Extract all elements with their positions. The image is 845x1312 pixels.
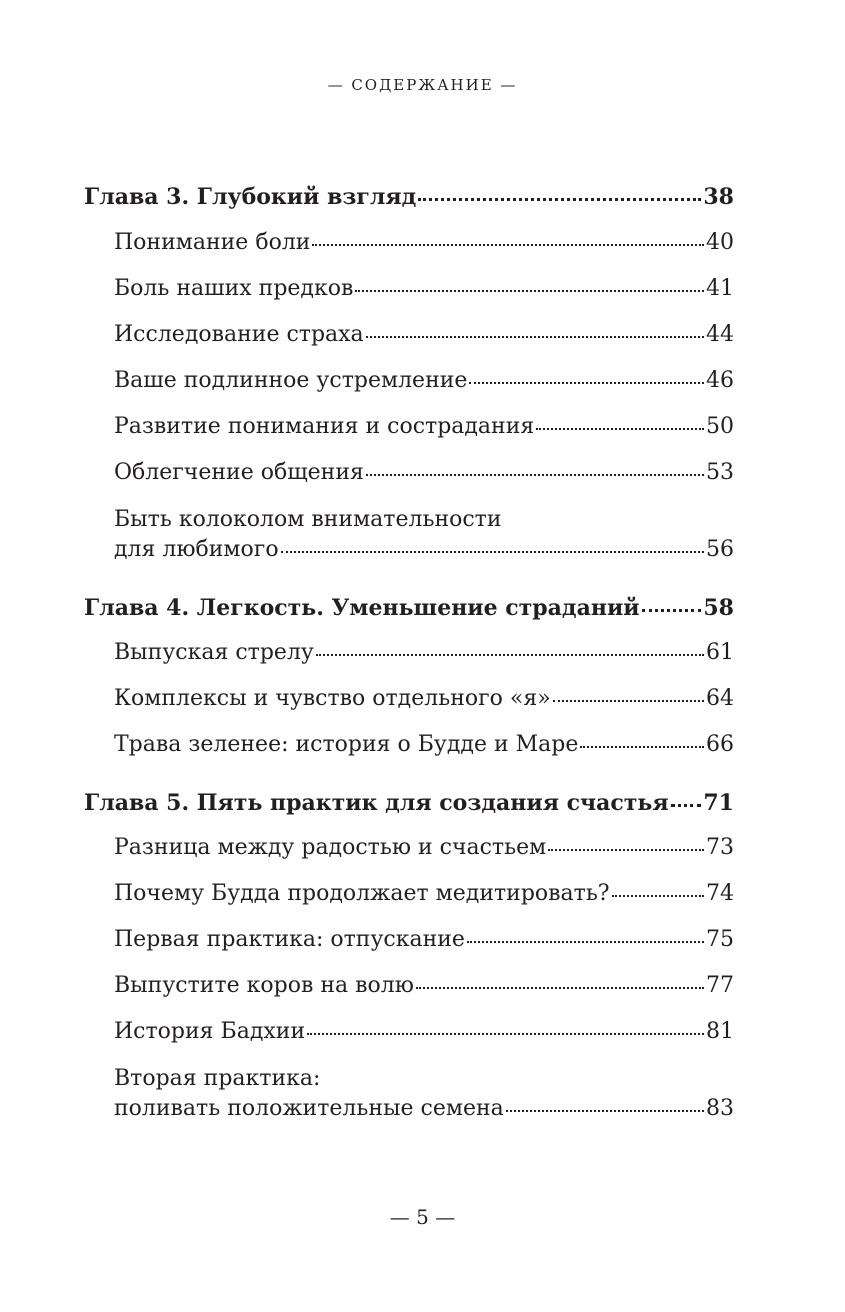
dot-leader — [506, 1110, 704, 1112]
dot-leader — [467, 941, 704, 943]
dot-leader — [366, 474, 704, 476]
toc-page-number: 66 — [706, 732, 734, 757]
dot-leader — [642, 609, 702, 612]
toc-entry-title: Комплексы и чувство отдельного «я» — [114, 686, 551, 711]
toc-page-number: 83 — [706, 1096, 734, 1121]
dot-leader — [312, 244, 704, 246]
toc-page-number: 71 — [703, 790, 734, 816]
toc-entry-title: Боль наших предков — [114, 276, 354, 301]
dot-leader — [418, 198, 701, 201]
dot-leader — [416, 987, 704, 989]
dot-leader — [307, 1033, 704, 1035]
toc-chapter-3[interactable] — [84, 182, 734, 212]
toc-page-number: 56 — [706, 537, 734, 562]
toc-entry-title: История Бадхии — [114, 1019, 306, 1044]
toc-page-number: 73 — [706, 835, 734, 860]
toc-chapter-4[interactable] — [84, 593, 734, 623]
toc-entry[interactable] — [114, 971, 734, 1001]
toc-page-number: 38 — [703, 184, 734, 210]
dot-leader — [548, 849, 704, 851]
toc-entry[interactable] — [114, 1094, 734, 1124]
toc-entry-title: для любимого — [114, 537, 279, 562]
toc-page-number: 74 — [706, 881, 734, 906]
toc-entry[interactable] — [114, 412, 734, 442]
toc-entry[interactable] — [114, 730, 734, 760]
toc-entry-title: Исследование страха — [114, 322, 364, 347]
dot-leader — [536, 428, 704, 430]
toc-page-number: 44 — [706, 322, 734, 347]
toc-page-number: 40 — [706, 230, 734, 255]
toc-entry[interactable] — [114, 638, 734, 668]
toc-entry-title: Первая практика: отпускание — [114, 927, 465, 952]
toc-entry-title: Глава 5. Пять практик для создания счастья — [84, 790, 669, 816]
toc-chapter-5[interactable] — [84, 788, 734, 818]
dot-leader — [469, 382, 704, 384]
dot-leader — [281, 551, 704, 553]
toc-entry[interactable] — [114, 535, 734, 565]
toc-page-number: 53 — [706, 460, 734, 485]
toc-page-number: 64 — [706, 686, 734, 711]
dot-leader — [355, 290, 704, 292]
toc-entry-title-line[interactable]: Быть колоколом внимательности — [114, 507, 502, 532]
toc-entry-title: Выпустите коров на волю — [114, 973, 414, 998]
toc-entry-title: Понимание боли — [114, 230, 311, 255]
toc-page-number: 75 — [706, 927, 734, 952]
toc-entry-title: Облегчение общения — [114, 460, 364, 485]
toc-entry-title: Глава 4. Легкость. Уменьшение страданий — [84, 595, 640, 621]
toc-entry[interactable] — [114, 833, 734, 863]
toc-page-number: 46 — [706, 368, 734, 393]
toc-page-number: 61 — [706, 640, 734, 665]
toc-entry-title: Ваше подлинное устремление — [114, 368, 468, 393]
page-header: — СОДЕРЖАНИЕ — — [327, 76, 518, 94]
dot-leader — [580, 746, 704, 748]
toc-entry[interactable] — [114, 879, 734, 909]
dot-leader — [366, 336, 704, 338]
toc-entry-title-line[interactable]: Вторая практика: — [114, 1066, 321, 1091]
toc-entry[interactable] — [114, 458, 734, 488]
dot-leader — [316, 654, 704, 656]
toc-page-number: 77 — [706, 973, 734, 998]
toc-entry-title: Глава 3. Глубокий взгляд — [84, 184, 417, 210]
dot-leader — [612, 895, 704, 897]
toc-page-number: 50 — [706, 414, 734, 439]
toc-entry-title: поливать положительные семена — [114, 1096, 504, 1121]
toc-page-number: 58 — [703, 595, 734, 621]
toc-page-number: 81 — [706, 1019, 734, 1044]
toc-page-number: 41 — [706, 276, 734, 301]
toc-entry-title: Выпуская стрелу — [114, 640, 314, 665]
page-number-footer: — 5 — — [389, 1205, 456, 1229]
toc-entry[interactable] — [114, 228, 734, 258]
dot-leader — [553, 700, 704, 702]
toc-entry-title: Развитие понимания и сострадания — [114, 414, 535, 439]
toc-entry-title: Разница между радостью и счастьем — [114, 835, 547, 860]
toc-entry[interactable] — [114, 1017, 734, 1047]
toc-entry[interactable] — [114, 925, 734, 955]
dot-leader — [671, 804, 702, 807]
toc-entry-title: Почему Будда продолжает медитировать? — [114, 881, 610, 906]
toc-entry[interactable] — [114, 366, 734, 396]
toc-entry[interactable] — [114, 274, 734, 304]
toc-entry-title: Трава зеленее: история о Будде и Маре — [114, 732, 579, 757]
toc-entry[interactable] — [114, 684, 734, 714]
toc-entry[interactable] — [114, 320, 734, 350]
